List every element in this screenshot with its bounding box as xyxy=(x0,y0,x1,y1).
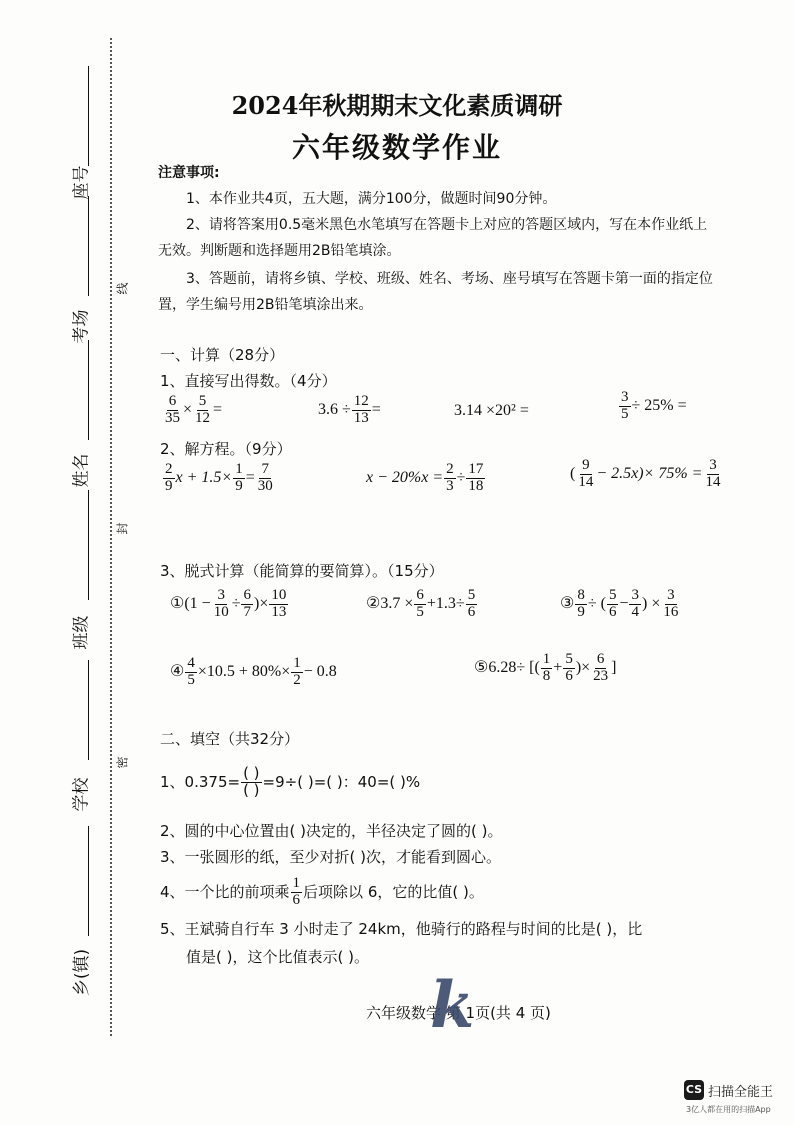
seal-char: 封 xyxy=(115,522,130,535)
calc-5: ⑤6.28÷ [( $\frac{1}{8}$ + $\frac{5}{6}$ )× $\frac{6}{23}$ ] xyxy=(474,651,617,684)
note-1: 1、本作业共4页，五大题，满分100分，做题时间90分钟。 xyxy=(186,191,557,207)
k-watermark: k xyxy=(430,968,475,1043)
q1-label: 1、直接写出得数。（4分） xyxy=(160,372,337,390)
section2-heading: 二、填空（共32分） xyxy=(160,730,300,748)
fill-q5a: 5、王斌骑自行车 3 小时走了 24km，他骑行的路程与时间的比是( )，比 xyxy=(160,920,643,938)
equation-3: ( $\frac{9}{14}$ − 2.5x)× 75% = $\frac{3}{14}$ xyxy=(570,457,721,490)
scanner-app-name: 扫描全能王 xyxy=(708,1085,774,1100)
scanner-tagline: 3亿人都在用的扫描App xyxy=(686,1105,771,1114)
fill-q3: 3、一张圆形的纸，至少对折( )次，才能看到圆心。 xyxy=(160,848,502,866)
fill-q4: 4、一个比的前项乘 $\frac{1}{6}$ 后项除以 6，它的比值( )。 xyxy=(160,875,484,908)
secret-char: 密 xyxy=(115,756,130,769)
equation-2: x − 20%x = $\frac{2}{3}$ ÷ $\frac{17}{18}$ xyxy=(366,461,484,494)
q1-expr-2: 3.6 ÷ $\frac{12}{13}$ = xyxy=(318,393,381,426)
exam-title: 2024年秋期期末文化素质调研 xyxy=(231,91,563,120)
section1-heading: 一、计算（28分） xyxy=(160,346,285,364)
town-line xyxy=(88,826,89,936)
q2-label: 2、解方程。（9分） xyxy=(160,440,292,458)
q3-label: 3、脱式计算（能简算的要简算）。（15分） xyxy=(160,562,444,580)
note-3b: 置，学生编号用2B铅笔填涂出来。 xyxy=(158,297,373,313)
calc-3: ③ $\frac{8}{9}$ ÷ ( $\frac{5}{6}$ − $\frac{3}{4}$ ) × $\frac{3}{16}$ xyxy=(560,587,679,620)
school-label: 学校 xyxy=(71,777,92,812)
calc-4: ④ $\frac{4}{5}$ ×10.5 + 80%× $\frac{1}{2}$ − 0.8 xyxy=(170,655,337,688)
fraction: $\frac{3}{5}$ xyxy=(621,389,629,422)
notes-heading: 注意事项: xyxy=(158,165,220,181)
q1-expr-4: $\frac{3}{5}$ ÷ 25% = xyxy=(621,389,687,422)
fill-q5b: 值是( )，这个比值表示( )。 xyxy=(186,948,369,966)
calc-1: ①(1 − $\frac{3}{10}$ ÷ $\frac{6}{7}$ )× $\frac{10}{13}$ xyxy=(170,587,287,620)
fraction: $\frac{6}{35}$ xyxy=(165,393,180,426)
calc-2: ②3.7 × $\frac{6}{5}$ +1.3÷ $\frac{5}{6}$ xyxy=(366,587,476,620)
room-label: 考场 xyxy=(71,309,92,344)
camscanner-logo-icon: CS xyxy=(684,1080,704,1100)
name-line xyxy=(88,340,89,440)
binding-dotted-line xyxy=(110,38,112,1036)
q1-expr-1: $\frac{6}{35}$ × $\frac{5}{12}$ = xyxy=(165,393,223,426)
q1-expr-3: 3.14 ×20² = xyxy=(454,402,529,419)
class-line xyxy=(88,490,89,600)
town-label: 乡(镇) xyxy=(72,948,93,997)
fill-q2: 2、圆的中心位置由( )决定的，半径决定了圆的( )。 xyxy=(160,822,503,840)
note-3a: 3、答题前，请将乡镇、学校、班级、姓名、考场、座号填写在答题卡第一面的指定位 xyxy=(186,271,713,287)
seat-label: 座号 xyxy=(71,165,92,200)
fraction: $\frac{5}{12}$ xyxy=(195,393,211,426)
exam-subtitle: 六年级数学作业 xyxy=(291,131,502,164)
room-line xyxy=(88,196,89,296)
fill-q1: 1、0.375= $\frac{( )}{( )}$ =9÷( )=( )：40=( )% xyxy=(160,764,421,799)
name-label: 姓名 xyxy=(71,453,92,488)
equation-1: $\frac{2}{9}$ x + 1.5× $\frac{1}{9}$ = $\frac{7}{30}$ xyxy=(165,461,273,494)
class-label: 班级 xyxy=(71,615,92,650)
fraction: $\frac{12}{13}$ xyxy=(353,393,369,426)
note-2a: 2、请将答案用0.5毫米黑色水笔填写在答题卡上对应的答题区域内，写在本作业纸上 xyxy=(186,217,708,233)
page-footer: 六年级数学 第 1页(共 4 页) xyxy=(366,1004,551,1022)
line-char: 线 xyxy=(115,282,130,295)
school-line xyxy=(88,660,89,760)
note-2b: 无效。判断题和选择题用2B铅笔填涂。 xyxy=(158,243,401,259)
blank-fraction: $\frac{( )}{( )}$ xyxy=(243,764,260,799)
